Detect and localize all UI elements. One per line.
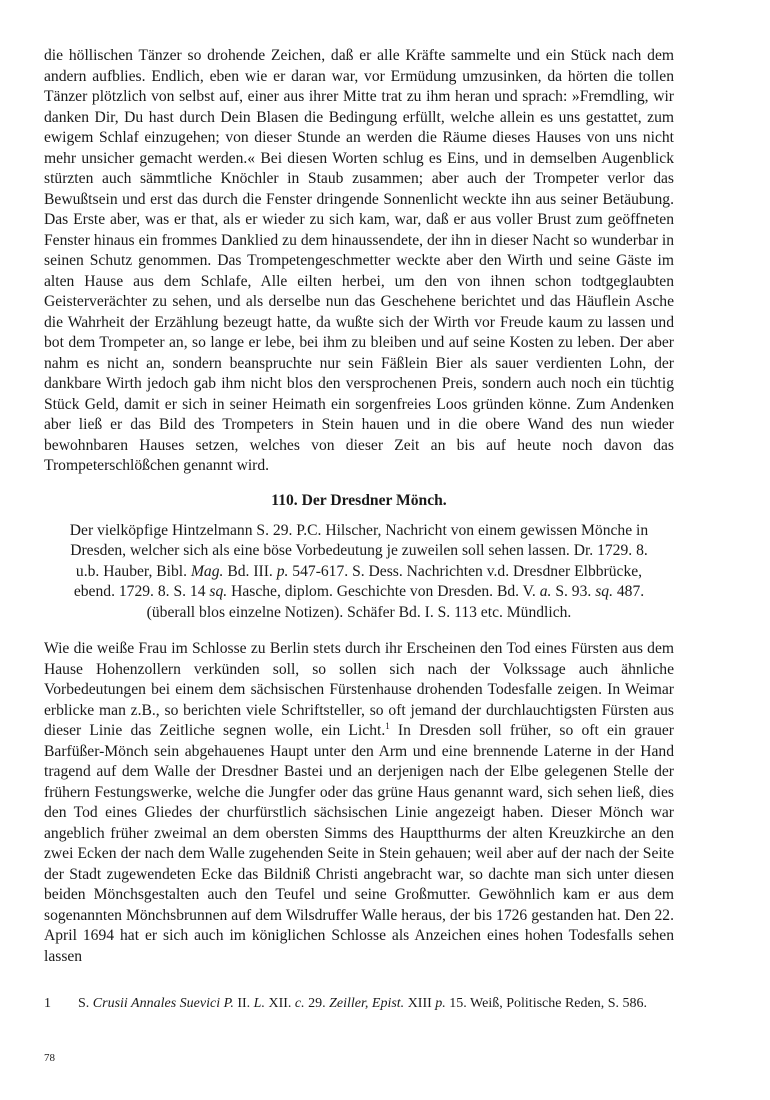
footnote-segment: XII. [264,996,295,1011]
footnote-italic: L. [253,996,265,1011]
page-body [44,46,674,967]
spacer [44,623,674,639]
footnote-segment: 15. Weiß, Politische Reden, S. 586. [445,996,648,1011]
footnote-italic: c. [294,996,305,1011]
footnote-text [78,994,674,1013]
source-text: 487. (überall blos einzelne Notizen). Schäfer Bd. I. S. 113 etc. Mündlich. [146,583,645,621]
footnote-italic: Zeiller, Epist. [329,996,405,1011]
source-text: 547-617. S. Dess. Nachrichten v.d. Dresdner Elbbrücke, ebend. 1729. 8. S. 14 [73,562,643,600]
body-paragraph: die höllischen Tänzer so drohende Zeichen, daß er alle Kräfte sammelte und ein Stück nach dem andern aufblies. Endlich, eben wie er daran war, vor Ermüdung umzusinken, da hörten die tollen Tänzer plötzlich von selbst auf, einer aus ihrer Mitte trat zu ihm heran und sprach: »Fremdling, wir danken Dir, Du hast durch Dein Blasen die Bedingung erfüllt, welche allein es uns gestattet, zum ewigem Schlaf einzugehen; von dieser Stunde an werden die Räume dieses Hauses von uns nicht mehr unsicher gemacht werden.« Bei diesen Worten schlug es Eins, und in demselben Augenblick stürzten auch sämmtliche Knöchler in Staub zusammen; aber auch der Trompeter verlor das Bewußtsein und erst das durch die Fenster dringende Sonnenlicht weckte ihn aus seiner Betäubung. Das Erste aber, was er that, als er wieder zu sich kam, war, daß er aus voller Brust zum geöffneten Fenster hinaus ein frommes Danklied zu dem hinaussendete, der ihn in dieser Nacht so wunderbar in seinen Schutz genommen. Das Trompetengeschmetter weckte aber den Wirth und seine Gäste im alten Hause aus dem Schlafe, Alle eilten herbei, um den von ihnen schon todtgeglaubten Geisterverächter zu sehen, und als derselbe nun das Geschehene berichtet und das Häuflein Asche die Wahrheit der Erzählung bezeugt hatte, da wußte sich der Wirth vor Freude kaum zu lassen und bot dem Trompeter an, so lange er lebe, bei ihm zu bleiben und auf seine Kosten zu leben. Der aber nahm es nicht an, sondern beanspruchte nur sein Fäßlein Bier als sauer verdienten Lohn, der dankbare Wirth jedoch gab ihm nicht blos den versprochenen Preis, sondern auch noch ein tüchtig Stück Geld, damit er sich in seiner Heimath ein sorgenfreies Loos gründen könne. Zum Andenken aber ließ er das Bild des Trompeters in Stein hauen und in die obere Wand des nun wieder bewohnbaren Hauses setzen, welches von dieser Zeit an bis auf heute noch davon das Trompeterschlößchen genannt wird. [44,47,674,474]
footnote-marker[interactable]: 1 [385,720,390,731]
source-italic: Mag. [190,562,224,580]
body-paragraph [44,639,674,967]
paragraph-text: Wie die weiße Frau im Schlosse zu Berlin stets durch ihr Erscheinen den Tod eines Fürsten aus dem Hause Hohenzollern verkünden soll, so sollen sich nach der Volkssage auch ähnliche Vorbedeutungen bei einem dem sächsischen Fürstenhause drohenden Todesfalle zeigen. In Weimar erblicke man z.B., so berichten viele Schriftsteller, so oft jemand der durchlauchtigsten Fürsten aus dieser Linie das Zeitliche segnen wolle, ein Licht. [44,640,674,739]
footnote-italic: Crusii Annales Suevici P. [92,996,234,1011]
footnote-italic: p. [435,996,446,1011]
paragraph-text: In Dresden soll früher, so oft ein grauer Barfüßer-Mönch sein abgehauenes Haupt unter den Arm und eine brennende Laterne in der Hand tragend auf dem Walle der Dresdner Bastei und an derjenigen nach der Elbe gelegenen Stelle der frühern Festungswerke, welche die Jungfer oder das grüne Haus genannt ward, sich sehen ließ, dies den Tod eines Gliedes der churfürstlich sächsischen Linie angezeigt haben. Dieser Mönch war angeblich früher zweimal an dem obersten Simms des Hauptthurms der alten Kreuzkirche an den zwei Ecken der nach dem Walle zugehenden Seite in Stein gehauen; weil aber auf der nach der Seite der Stadt zugewendeten Ecke das Bildniß Christi angebracht war, so dachte man sich unter diesen beiden Mönchsgestalten auch den Teufel und seine Großmutter. Gewöhnlich kam er aus dem sogenannten Mönchsbrunnen auf dem Wilsdruffer Walle heraus, der bis 1726 gestanden hat. Den 22. April 1694 hat er sich auch im königlichen Schlosse als Anzeichen eines hohen Todesfalls sehen lassen [44,722,674,965]
footnote-segment: II. [233,996,254,1011]
source-text: Der vielköpfige Hintzelmann S. 29. P.C. Hilscher, Nachricht von einem gewissen Mönche in Dresden, welcher sich als eine böse Vorbedeutung je zuweilen soll sehen lassen. Dr. 1729. 8. u.b. Hauber, Bibl. [69,521,649,580]
source-italic: p. [276,562,289,580]
footnote-segment: 29. [304,996,330,1011]
footnote-number: 1 [44,996,51,1011]
section-heading: 110. Der Dresdner Mönch. [271,491,447,509]
page-number: 78 [44,1052,55,1064]
source-references [60,521,658,624]
source-italic: sq. [209,583,228,600]
source-italic: a. [539,583,552,600]
footnote-segment: S. [78,996,93,1011]
source-italic: sq. [595,583,613,600]
source-text: Bd. III. [223,562,277,580]
footnote-segment: XIII [404,996,436,1011]
source-text: S. 93. [551,583,596,600]
footnote [44,994,674,1013]
source-text: Hasche, diplom. Geschichte von Dresden. Bd. V. [227,583,540,600]
